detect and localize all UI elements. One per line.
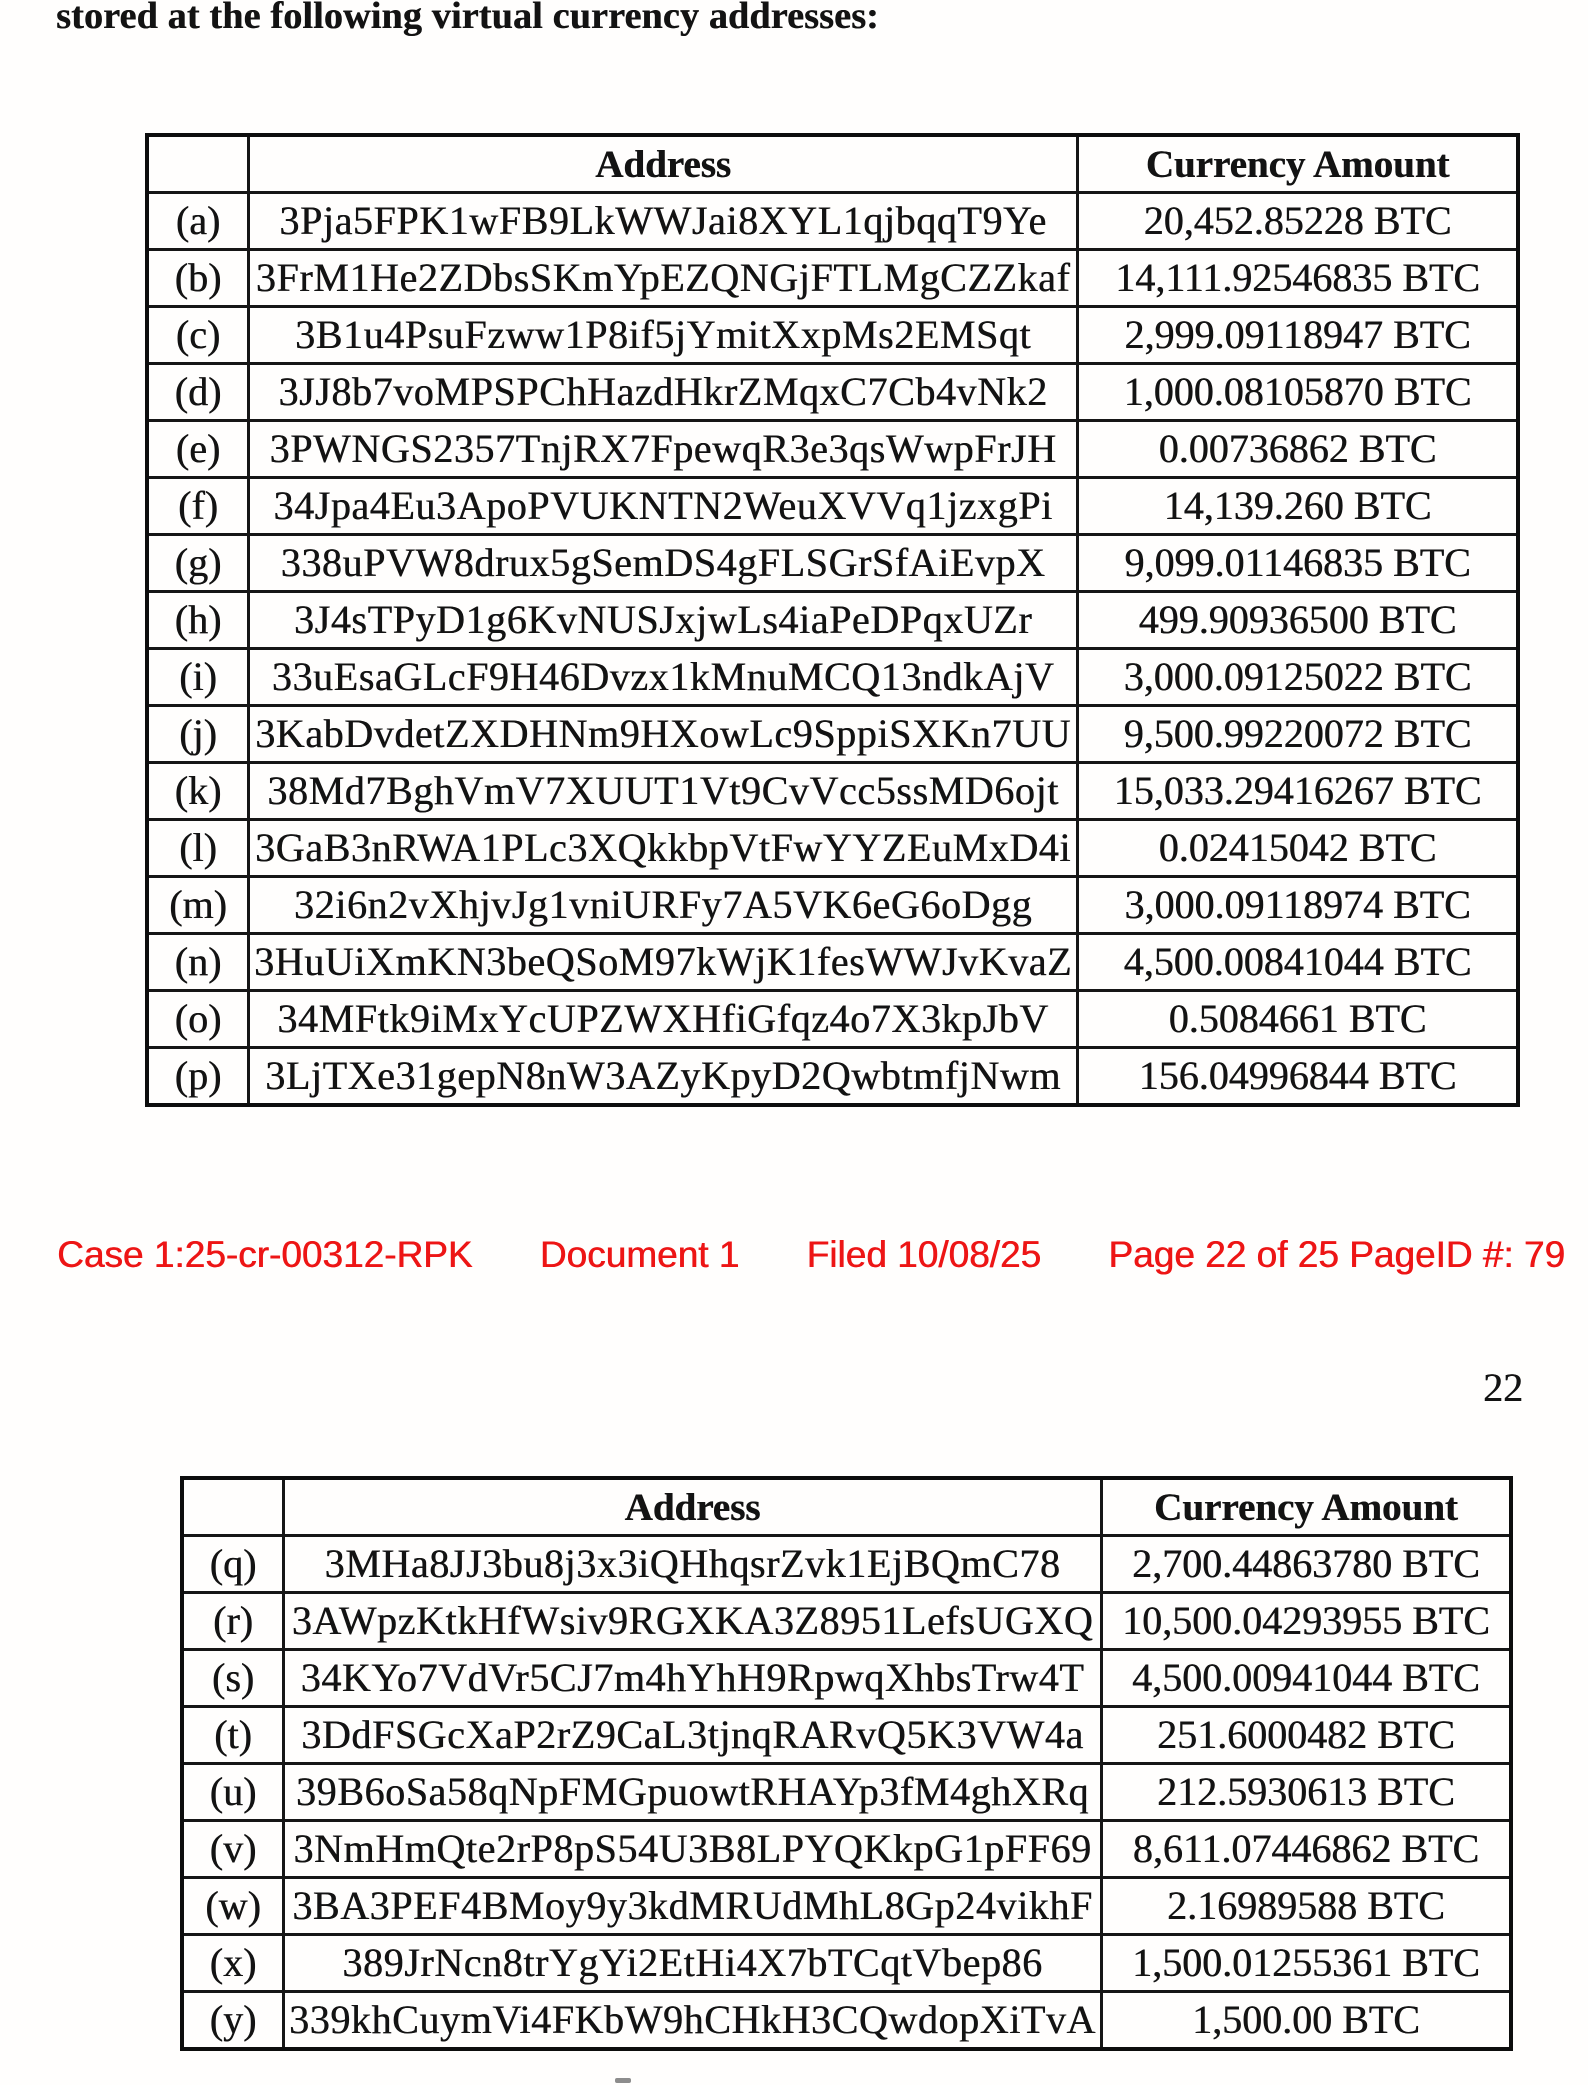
- address-column-header: Address: [249, 135, 1078, 193]
- amount-cell: 2,700.44863780 BTC: [1101, 1536, 1511, 1593]
- row-label: (l): [147, 820, 249, 877]
- amount-cell: 2,999.09118947 BTC: [1078, 307, 1519, 364]
- address-cell: 339khCuymVi4FKbW9hCHkH3CQwdopXiTvA: [284, 1992, 1102, 2050]
- address-cell: 389JrNcn8trYgYi2EtHi4X7bTCqtVbep86: [284, 1935, 1102, 1992]
- amount-cell: 156.04996844 BTC: [1078, 1048, 1519, 1106]
- empty-header-cell: [147, 135, 249, 193]
- amount-column-header: Currency Amount: [1101, 1478, 1511, 1536]
- address-cell: 3B1u4PsuFzww1P8if5jYmitXxpMs2EMSqt: [249, 307, 1078, 364]
- table-2-body: [182, 1536, 1511, 2050]
- table-row: [182, 1707, 1511, 1764]
- amount-cell: 15,033.29416267 BTC: [1078, 763, 1519, 820]
- row-label: (j): [147, 706, 249, 763]
- table-row: [147, 991, 1518, 1048]
- caption-page-id: Page 22 of 25 PageID #: 79: [1108, 1234, 1565, 1275]
- table-row: [147, 307, 1518, 364]
- table-row: [147, 250, 1518, 307]
- row-label: (v): [182, 1821, 284, 1878]
- row-label: (n): [147, 934, 249, 991]
- intro-text: stored at the following virtual currency addresses:: [56, 0, 879, 37]
- table-row: [182, 1764, 1511, 1821]
- row-label: (f): [147, 478, 249, 535]
- case-caption: [57, 1234, 1565, 1276]
- amount-cell: 14,111.92546835 BTC: [1078, 250, 1519, 307]
- address-cell: 32i6n2vXhjvJg1vniURFy7A5VK6eG6oDgg: [249, 877, 1078, 934]
- address-cell: 3HuUiXmKN3beQSoM97kWjK1fesWWJvKvaZ: [249, 934, 1078, 991]
- row-label: (b): [147, 250, 249, 307]
- address-cell: 3Pja5FPK1wFB9LkWWJai8XYL1qjbqqT9Ye: [249, 193, 1078, 250]
- address-cell: 3DdFSGcXaP2rZ9CaL3tjnqRARvQ5K3VW4a: [284, 1707, 1102, 1764]
- row-label: (k): [147, 763, 249, 820]
- address-cell: 3AWpzKtkHfWsiv9RGXKA3Z8951LefsUGXQ: [284, 1593, 1102, 1650]
- caption-filed-date: Filed 10/08/25: [806, 1234, 1041, 1275]
- row-label: (h): [147, 592, 249, 649]
- table-row: [182, 1593, 1511, 1650]
- row-label: (e): [147, 421, 249, 478]
- amount-cell: 2.16989588 BTC: [1101, 1878, 1511, 1935]
- table-1-header-row: [147, 135, 1518, 193]
- address-cell: 3JJ8b7voMPSPChHazdHkrZMqxC7Cb4vNk2: [249, 364, 1078, 421]
- amount-cell: 0.5084661 BTC: [1078, 991, 1519, 1048]
- row-label: (o): [147, 991, 249, 1048]
- table-row: [182, 1821, 1511, 1878]
- amount-cell: 0.02415042 BTC: [1078, 820, 1519, 877]
- row-label: (r): [182, 1593, 284, 1650]
- table-row: [147, 706, 1518, 763]
- scan-artifact: [615, 2078, 631, 2083]
- table-row: [147, 592, 1518, 649]
- addresses-table-2: [180, 1476, 1513, 2051]
- table-2-header-row: [182, 1478, 1511, 1536]
- caption-case-number: Case 1:25-cr-00312-RPK: [57, 1234, 473, 1275]
- address-cell: 3MHa8JJ3bu8j3x3iQHhqsrZvk1EjBQmC78: [284, 1536, 1102, 1593]
- row-label: (c): [147, 307, 249, 364]
- row-label: (w): [182, 1878, 284, 1935]
- row-label: (d): [147, 364, 249, 421]
- address-cell: 39B6oSa58qNpFMGpuowtRHAYp3fM4ghXRq: [284, 1764, 1102, 1821]
- address-cell: 3KabDvdetZXDHNm9HXowLc9SppiSXKn7UU: [249, 706, 1078, 763]
- table-row: [182, 1878, 1511, 1935]
- addresses-table-1: [145, 133, 1520, 1107]
- table-row: [147, 763, 1518, 820]
- amount-cell: 9,500.99220072 BTC: [1078, 706, 1519, 763]
- empty-header-cell: [182, 1478, 284, 1536]
- address-cell: 3GaB3nRWA1PLc3XQkkbpVtFwYYZEuMxD4i: [249, 820, 1078, 877]
- caption-document: Document 1: [539, 1234, 740, 1275]
- row-label: (x): [182, 1935, 284, 1992]
- row-label: (u): [182, 1764, 284, 1821]
- table-row: [147, 877, 1518, 934]
- amount-cell: 1,500.00 BTC: [1101, 1992, 1511, 2050]
- address-cell: 3J4sTPyD1g6KvNUSJxjwLs4iaPeDPqxUZr: [249, 592, 1078, 649]
- table-row: [182, 1992, 1511, 2050]
- row-label: (m): [147, 877, 249, 934]
- address-cell: 38Md7BghVmV7XUUT1Vt9CvVcc5ssMD6ojt: [249, 763, 1078, 820]
- row-label: (y): [182, 1992, 284, 2050]
- address-column-header: Address: [284, 1478, 1102, 1536]
- table-row: [147, 934, 1518, 991]
- address-cell: 338uPVW8drux5gSemDS4gFLSGrSfAiEvpX: [249, 535, 1078, 592]
- row-label: (g): [147, 535, 249, 592]
- table-row: [147, 478, 1518, 535]
- table-row: [182, 1536, 1511, 1593]
- address-cell: 34KYo7VdVr5CJ7m4hYhH9RpwqXhbsTrw4T: [284, 1650, 1102, 1707]
- address-cell: 3FrM1He2ZDbsSKmYpEZQNGjFTLMgCZZkaf: [249, 250, 1078, 307]
- address-cell: 34Jpa4Eu3ApoPVUKNTN2WeuXVVq1jzxgPi: [249, 478, 1078, 535]
- amount-cell: 1,500.01255361 BTC: [1101, 1935, 1511, 1992]
- amount-cell: 3,000.09118974 BTC: [1078, 877, 1519, 934]
- table-row: [182, 1650, 1511, 1707]
- row-label: (i): [147, 649, 249, 706]
- amount-cell: 4,500.00941044 BTC: [1101, 1650, 1511, 1707]
- table-row: [182, 1935, 1511, 1992]
- table-row: [147, 193, 1518, 250]
- amount-cell: 251.6000482 BTC: [1101, 1707, 1511, 1764]
- amount-cell: 9,099.01146835 BTC: [1078, 535, 1519, 592]
- address-cell: 3BA3PEF4BMoy9y3kdMRUdMhL8Gp24vikhF: [284, 1878, 1102, 1935]
- row-label: (p): [147, 1048, 249, 1106]
- amount-cell: 499.90936500 BTC: [1078, 592, 1519, 649]
- amount-cell: 212.5930613 BTC: [1101, 1764, 1511, 1821]
- address-cell: 3NmHmQte2rP8pS54U3B8LPYQKkpG1pFF69: [284, 1821, 1102, 1878]
- address-cell: 3LjTXe31gepN8nW3AZyKpyD2QwbtmfjNwm: [249, 1048, 1078, 1106]
- amount-cell: 8,611.07446862 BTC: [1101, 1821, 1511, 1878]
- page-number: 22: [1483, 1365, 1523, 1410]
- table-row: [147, 649, 1518, 706]
- row-label: (q): [182, 1536, 284, 1593]
- address-cell: 33uEsaGLcF9H46Dvzx1kMnuMCQ13ndkAjV: [249, 649, 1078, 706]
- amount-cell: 0.00736862 BTC: [1078, 421, 1519, 478]
- amount-cell: 4,500.00841044 BTC: [1078, 934, 1519, 991]
- table-row: [147, 820, 1518, 877]
- amount-column-header: Currency Amount: [1078, 135, 1519, 193]
- table-row: [147, 364, 1518, 421]
- amount-cell: 1,000.08105870 BTC: [1078, 364, 1519, 421]
- address-cell: 34MFtk9iMxYcUPZWXHfiGfqz4o7X3kpJbV: [249, 991, 1078, 1048]
- table-row: [147, 535, 1518, 592]
- amount-cell: 14,139.260 BTC: [1078, 478, 1519, 535]
- address-cell: 3PWNGS2357TnjRX7FpewqR3e3qsWwpFrJH: [249, 421, 1078, 478]
- amount-cell: 3,000.09125022 BTC: [1078, 649, 1519, 706]
- row-label: (s): [182, 1650, 284, 1707]
- table-1-body: [147, 193, 1518, 1106]
- amount-cell: 10,500.04293955 BTC: [1101, 1593, 1511, 1650]
- table-row: [147, 1048, 1518, 1106]
- table-row: [147, 421, 1518, 478]
- amount-cell: 20,452.85228 BTC: [1078, 193, 1519, 250]
- row-label: (t): [182, 1707, 284, 1764]
- row-label: (a): [147, 193, 249, 250]
